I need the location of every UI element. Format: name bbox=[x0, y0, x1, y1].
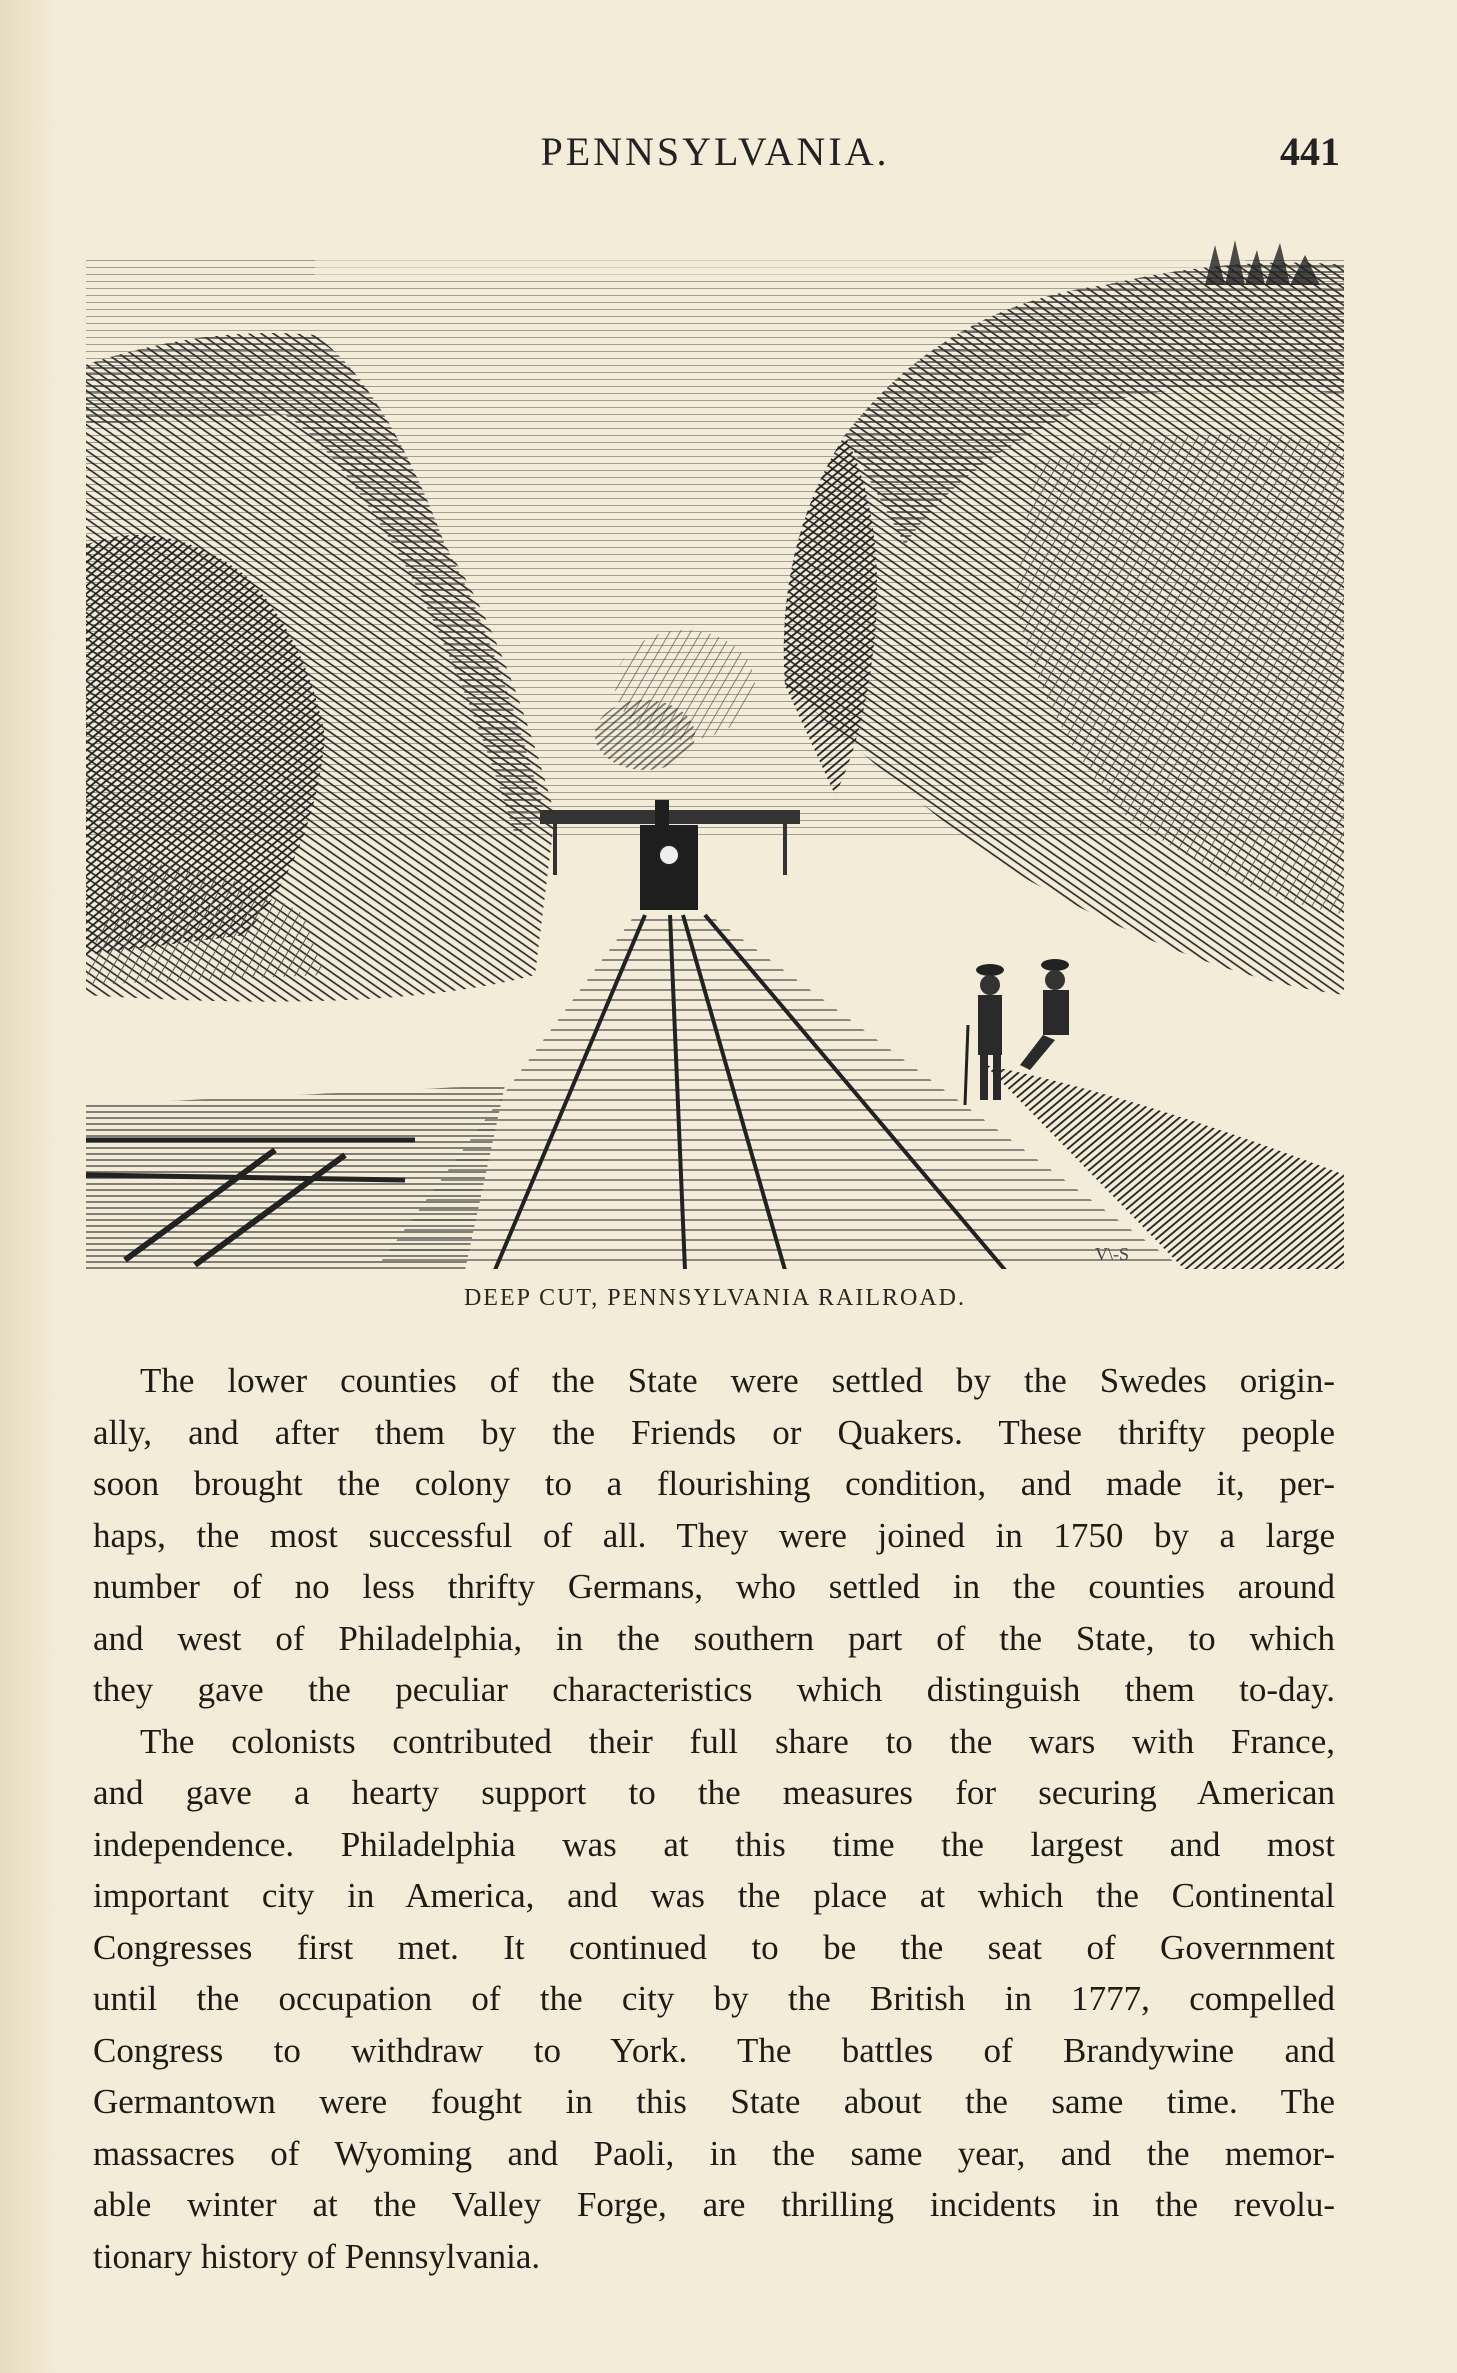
running-head bbox=[90, 128, 1340, 188]
text-line: and gave a hearty support to the measures for securing American bbox=[93, 1773, 1335, 1812]
page-gutter-shadow bbox=[0, 0, 60, 2373]
paragraph-2 bbox=[93, 1716, 1335, 2283]
illustration-caption: DEEP CUT, PENNSYLVANIA RAILROAD. bbox=[463, 1285, 967, 1311]
page-number: 441 bbox=[1280, 129, 1340, 174]
text-line: independence. Philadelphia was at this time the largest and most bbox=[93, 1824, 1335, 1864]
text-line: tionary history of Pennsylvania. bbox=[93, 2236, 541, 2276]
text-line: Congresses first met. It continued to be the seat of Government bbox=[93, 1927, 1335, 1967]
text-line: and west of Philadelphia, in the southern part of the State, to which bbox=[93, 1618, 1335, 1658]
text-line: ally, and after them by the Friends or Quakers. These thrifty people bbox=[93, 1412, 1335, 1452]
text-line: The colonists contributed their full share to the wars with France, bbox=[140, 1721, 1335, 1761]
text-line: The lower counties of the State were settled by the Swedes origin- bbox=[140, 1361, 1335, 1400]
text-line: massacres of Wyoming and Paoli, in the same year, and the memor- bbox=[93, 2133, 1335, 2173]
text-line: until the occupation of the city by the British in 1777, compelled bbox=[93, 1979, 1335, 2018]
text-line: Germantown were fought in this State about the same time. The bbox=[93, 2082, 1335, 2121]
engraver-signature: V\-S bbox=[1095, 1244, 1130, 1264]
body-text bbox=[93, 1355, 1335, 2282]
bridge bbox=[540, 810, 800, 824]
text-line: able winter at the Valley Forge, are thrilling incidents in the revolu- bbox=[93, 2185, 1335, 2224]
railroad-engraving bbox=[85, 215, 1345, 1270]
text-line: they gave the peculiar characteristics which distinguish them to-day. bbox=[93, 1670, 1335, 1709]
running-title: PENNSYLVANIA. bbox=[540, 129, 890, 174]
text-line: haps, the most successful of all. They were joined in 1750 by a large bbox=[93, 1515, 1335, 1555]
text-line: soon brought the colony to a flourishing condition, and made it, per- bbox=[93, 1464, 1335, 1503]
text-line: important city in America, and was the place at which the Continental bbox=[93, 1876, 1335, 1915]
paragraph-1 bbox=[93, 1355, 1335, 1716]
text-line: Congress to withdraw to York. The battles of Brandywine and bbox=[93, 2030, 1335, 2070]
text-line: number of no less thrifty Germans, who settled in the counties around bbox=[93, 1567, 1335, 1606]
